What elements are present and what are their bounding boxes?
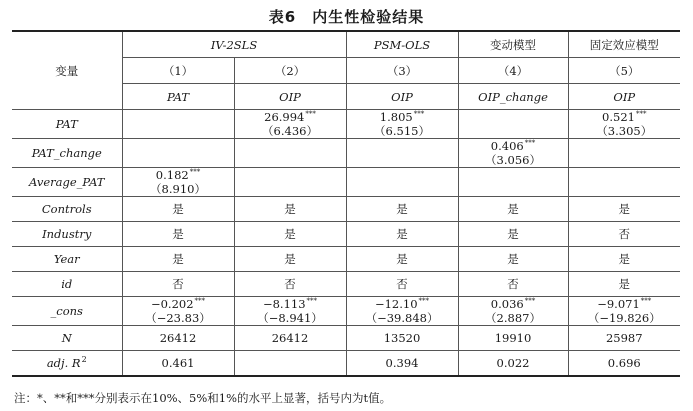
dependent-variable: PAT [122, 84, 234, 110]
table-row [12, 197, 680, 222]
table-row [12, 247, 680, 272]
table-cell: 是 [346, 197, 458, 222]
coefficient: 26.994 [264, 110, 305, 124]
table-cell: 是 [568, 197, 680, 222]
significance-stars: *** [194, 297, 206, 305]
table-cell: 是 [234, 222, 346, 247]
table-cell: 是 [346, 222, 458, 247]
table-cell [458, 168, 568, 197]
table-cell [568, 139, 680, 168]
significance-stars: *** [635, 110, 647, 118]
table-cell: 否 [346, 272, 458, 297]
table-cell: 0.394 [346, 351, 458, 377]
coefficient: 0.406 [490, 139, 524, 153]
column-number: （4） [458, 58, 568, 84]
table-cell [234, 139, 346, 168]
table-cell: 是 [234, 197, 346, 222]
table-cell: 是 [234, 247, 346, 272]
row-label: _cons [12, 297, 122, 326]
table-row [12, 110, 680, 139]
table-row [12, 297, 680, 326]
table-cell [568, 168, 680, 197]
table-row [12, 168, 680, 197]
column-number: （3） [346, 58, 458, 84]
header-row-groups [12, 31, 680, 58]
table-cell [568, 110, 680, 139]
table-cell [234, 110, 346, 139]
group-psm-ols: PSM-OLS [346, 31, 458, 58]
t-statistic: （−8.941） [257, 311, 323, 325]
coefficient: 0.182 [155, 168, 189, 182]
table-cell [122, 297, 234, 326]
coefficient: −8.113 [262, 297, 306, 311]
table-cell: 是 [458, 197, 568, 222]
row-label: PAT [12, 110, 122, 139]
table-row [12, 222, 680, 247]
table-cell: 否 [234, 272, 346, 297]
significance-stars: *** [305, 110, 316, 118]
table-cell: 是 [458, 247, 568, 272]
table-cell: 26412 [234, 326, 346, 351]
table-row [12, 326, 680, 351]
t-statistic: （6.436） [262, 124, 318, 138]
table-cell [346, 139, 458, 168]
table-cell: 0.461 [122, 351, 234, 377]
table-cell [234, 297, 346, 326]
significance-stars: *** [413, 110, 425, 118]
table-row [12, 139, 680, 168]
table-cell: 否 [122, 272, 234, 297]
table-cell: 26412 [122, 326, 234, 351]
table-cell: 是 [568, 247, 680, 272]
coefficient: 0.036 [490, 297, 524, 311]
row-label: N [12, 326, 122, 351]
significance-stars: *** [524, 297, 536, 305]
significance-stars: *** [306, 297, 318, 305]
coefficient: 1.805 [379, 110, 413, 124]
table-cell [346, 297, 458, 326]
t-statistic: （6.515） [374, 124, 430, 138]
group-fixed-effect: 固定效应模型 [568, 31, 680, 58]
row-label: Year [12, 247, 122, 272]
column-number: （5） [568, 58, 680, 84]
significance-stars: *** [524, 139, 536, 147]
table-cell: 19910 [458, 326, 568, 351]
significance-stars: *** [640, 297, 652, 305]
t-statistic: （3.305） [596, 124, 653, 138]
t-statistic: （2.887） [485, 311, 541, 325]
table-cell: 是 [568, 272, 680, 297]
table-cell: 否 [458, 272, 568, 297]
dependent-variable: OIP [568, 84, 680, 110]
t-statistic: （−39.848） [365, 311, 439, 325]
row-label: Average_PAT [12, 168, 122, 197]
table-cell [458, 139, 568, 168]
t-statistic: （8.910） [150, 182, 206, 196]
table-cell [122, 110, 234, 139]
dependent-variable: OIP_change [458, 84, 568, 110]
table-cell [122, 139, 234, 168]
table-note: 注：*、**和***分别表示在10%、5%和1%的水平上显著，括号内为t值。 [14, 391, 392, 405]
row-label: Industry [12, 222, 122, 247]
table-cell: 是 [458, 222, 568, 247]
table-cell [458, 110, 568, 139]
table-cell [568, 297, 680, 326]
dependent-variable: OIP [234, 84, 346, 110]
column-number: （1） [122, 58, 234, 84]
table-body [12, 110, 680, 377]
t-statistic: （3.056） [485, 153, 541, 167]
table-cell [234, 351, 346, 377]
table-cell: 是 [346, 247, 458, 272]
table-cell: 是 [122, 222, 234, 247]
coefficient: −12.10 [374, 297, 418, 311]
row-label: adj. $R^2$ [12, 351, 122, 377]
table-cell: 13520 [346, 326, 458, 351]
coefficient: −0.202 [150, 297, 194, 311]
row-label: id [12, 272, 122, 297]
table-cell [458, 297, 568, 326]
group-change-model: 变动模型 [458, 31, 568, 58]
coefficient: 0.521 [602, 110, 635, 124]
row-label: PAT_change [12, 139, 122, 168]
table-cell [122, 168, 234, 197]
dependent-variable: OIP [346, 84, 458, 110]
table-cell [234, 168, 346, 197]
coefficient: −9.071 [597, 297, 640, 311]
group-iv-2sls: IV-2SLS [122, 31, 346, 58]
variable-header: 变量 [12, 31, 122, 110]
table-cell [346, 168, 458, 197]
table-cell: 是 [122, 197, 234, 222]
table-cell: 0.022 [458, 351, 568, 377]
column-number: （2） [234, 58, 346, 84]
row-label: Controls [12, 197, 122, 222]
table-cell: 25987 [568, 326, 680, 351]
results-table [12, 30, 680, 377]
table-cell: 否 [568, 222, 680, 247]
table-row [12, 272, 680, 297]
significance-stars: *** [189, 168, 201, 176]
significance-stars: *** [418, 297, 430, 305]
table-cell: 是 [122, 247, 234, 272]
t-statistic: （−23.83） [145, 311, 211, 325]
table-cell [346, 110, 458, 139]
table-cell: 0.696 [568, 351, 680, 377]
table-title: 表6 内生性检验结果 [268, 8, 425, 26]
t-statistic: （−19.826） [587, 311, 661, 325]
table-row [12, 351, 680, 377]
